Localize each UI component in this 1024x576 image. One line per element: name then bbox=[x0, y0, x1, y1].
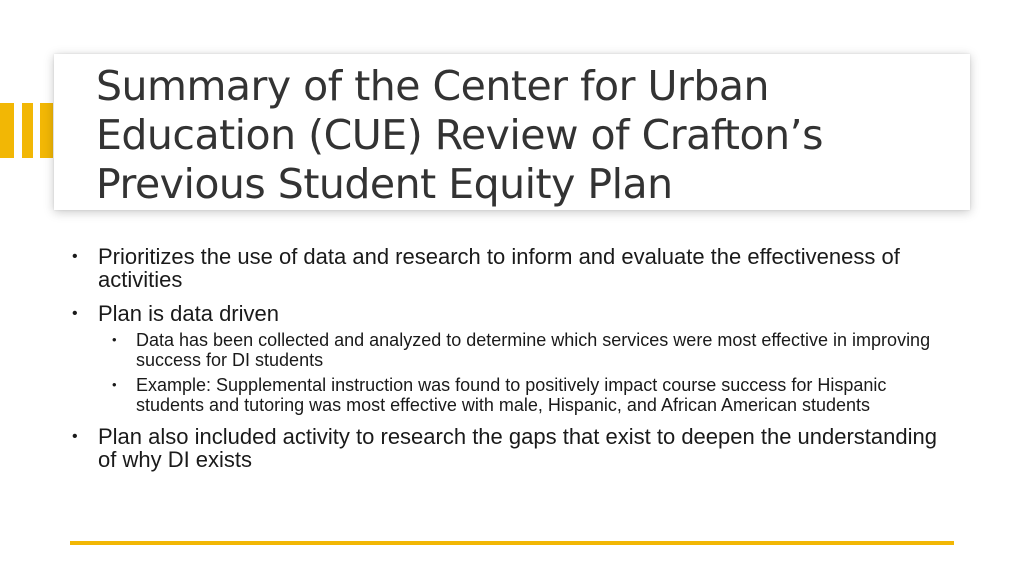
bullet-list bbox=[72, 245, 952, 482]
bullet-marker: • bbox=[72, 248, 78, 265]
bullet-text: Data has been collected and analyzed to determine which services were most effective in improving success for DI students bbox=[136, 330, 931, 370]
bottom-accent-rule bbox=[70, 541, 954, 545]
accent-bar bbox=[22, 103, 33, 158]
sub-bullet-item bbox=[112, 375, 952, 415]
bullet-text: Plan is data driven bbox=[98, 301, 279, 326]
bullet-item bbox=[72, 245, 952, 291]
bullet-marker: • bbox=[112, 332, 117, 347]
accent-bar bbox=[0, 103, 14, 158]
sub-bullet-list bbox=[72, 330, 952, 415]
bullet-item bbox=[72, 425, 952, 471]
bullet-marker: • bbox=[72, 305, 78, 322]
slide-title: Summary of the Center for Urban Education (CUE) Review of Crafton’s Previous Student Equity Plan bbox=[96, 62, 823, 208]
bullet-text: Example: Supplemental instruction was found to positively impact course success for Hispanic students and tutoring was most effective with male, Hispanic, and African American students bbox=[136, 375, 887, 415]
accent-bar bbox=[40, 103, 53, 158]
bullet-item bbox=[72, 302, 952, 325]
bullet-text: Plan also included activity to research the gaps that exist to deepen the understanding of why DI exists bbox=[98, 424, 937, 472]
bullet-marker: • bbox=[72, 428, 78, 445]
bullet-text: Prioritizes the use of data and research to inform and evaluate the effectiveness of activities bbox=[98, 244, 900, 292]
sub-bullet-item bbox=[112, 330, 952, 370]
bullet-marker: • bbox=[112, 377, 117, 392]
